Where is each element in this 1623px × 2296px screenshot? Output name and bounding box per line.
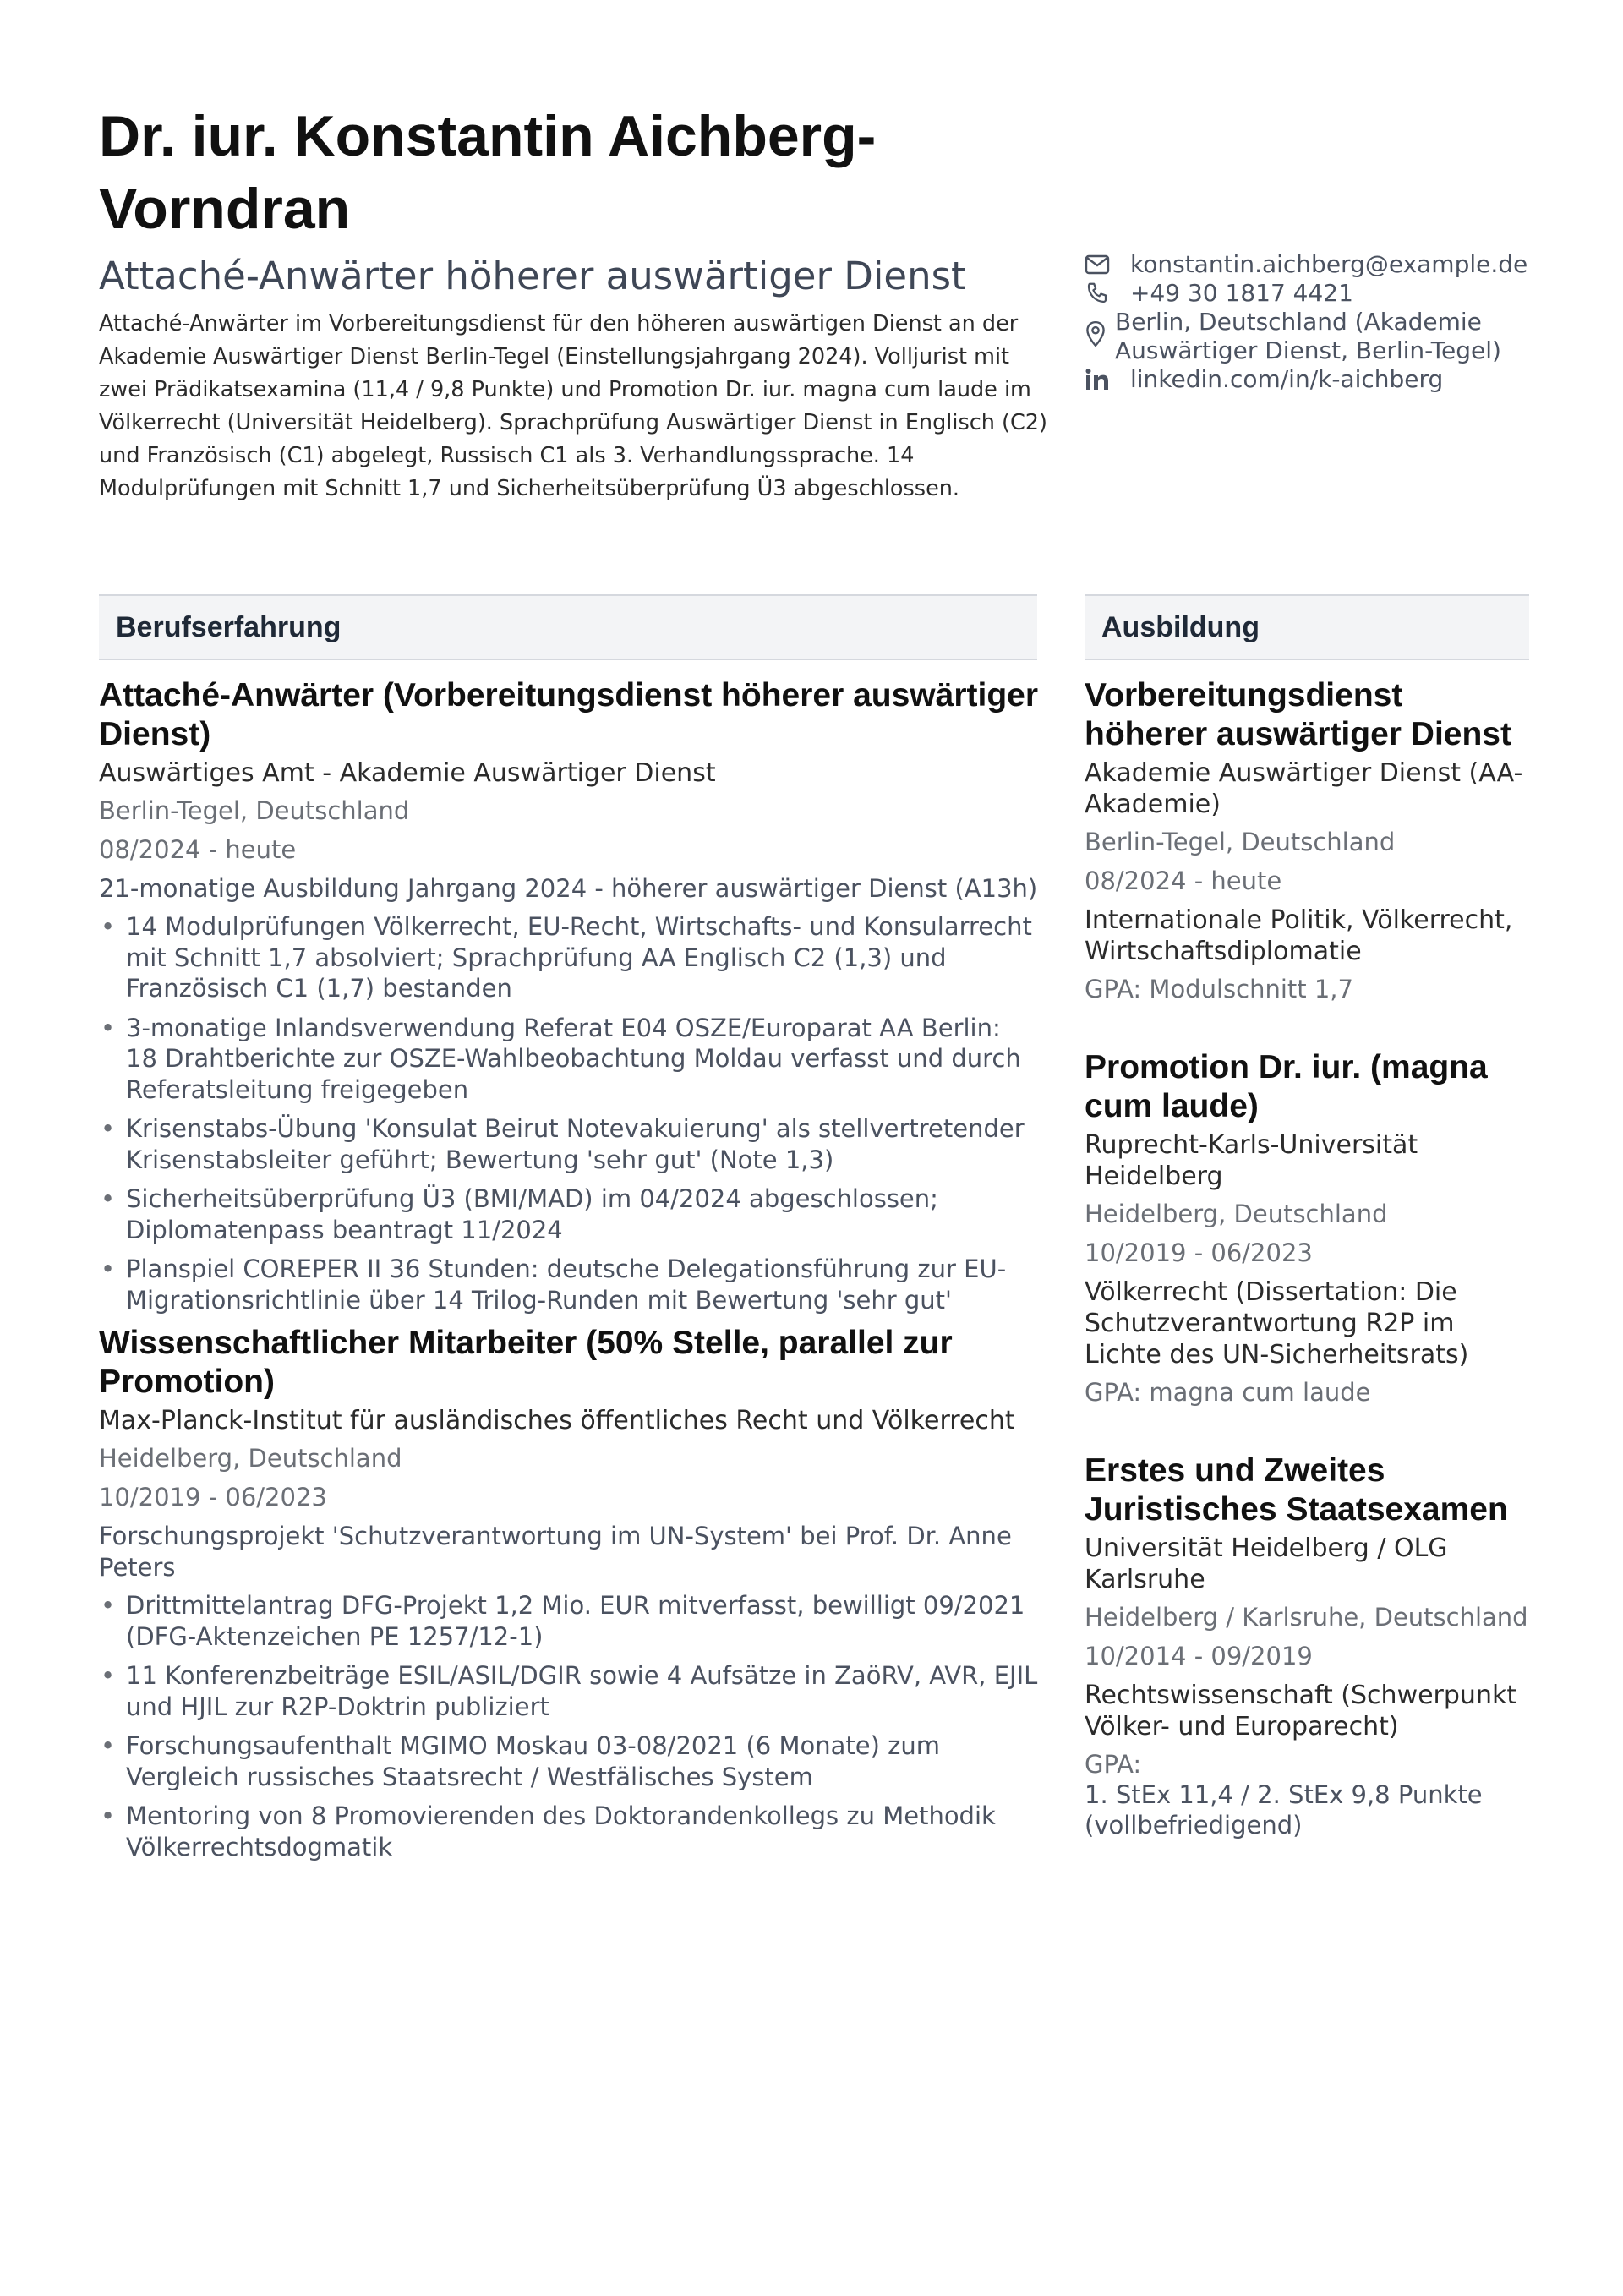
list-item: • Mentoring von 8 Promovierenden des Doktorandenkollegs zu Methodik Völkerrechtsdogmatik — [99, 1801, 1039, 1862]
location-text: Berlin, Deutschland (Akademie Auswärtiger Dienst, Berlin-Tegel) — [1115, 308, 1501, 364]
job-location: Berlin-Tegel, Deutschland — [99, 796, 410, 825]
degree-title: Erstes und Zweites Juristisches Staatsexamen — [1085, 1452, 1508, 1528]
field-of-study: Völkerrecht (Dissertation: Die Schutzverantwortung R2P im Lichte des UN-Sicherheitsrats) — [1085, 1277, 1469, 1369]
list-item: • Sicherheitsüberprüfung Ü3 (BMI/MAD) im 04/2024 abgeschlossen; Diplomatenpass beantragt 11/2024 — [99, 1184, 1039, 1245]
gpa-label: GPA: — [1085, 1750, 1142, 1779]
summary: Attaché-Anwärter im Vorbereitungsdienst für den höheren auswärtigen Dienst an der Akademie Auswärtiger Dienst Berlin-Tegel (Einstellungsjahrgang 2024). Volljurist mit zwei Prädikatsexamina (11,4 / 9,8 Punkte) und Promotion Dr. iur. magna cum laude im Völkerrecht (Universität Heidelberg). Sprachprüfung Auswärtiger Dienst in Englisch (C2) und Französisch (C1) abgelegt, Russisch C1 als 3. Verhandlungssprache. 14 Modulprüfungen mit Schnitt 1,7 und Sicherheitsüberprüfung Ü3 abgeschlossen. — [99, 311, 1047, 501]
list-item: • Krisenstabs-Übung 'Konsulat Beirut Notevakuierung' als stellvertretender Krisenstabsleiter geführt; Bewertung 'sehr gut' (Note 1,3) — [99, 1113, 1039, 1175]
mail-icon — [1085, 250, 1115, 279]
phone-icon — [1085, 279, 1115, 308]
linkedin-icon — [1085, 365, 1115, 394]
list-item: • 3-monatige Inlandsverwendung Referat E04 OSZE/Europarat AA Berlin: 18 Drahtberichte zur OSZE-Wahlbeobachtung Moldau verfasst und durch Referatsleitung freigegeben — [99, 1013, 1039, 1106]
contact-location — [1085, 308, 1541, 365]
contact-linkedin[interactable] — [1085, 365, 1541, 394]
contact-email[interactable] — [1085, 250, 1541, 279]
job-location: Heidelberg, Deutschland — [99, 1444, 402, 1473]
field-of-study: Internationale Politik, Völkerrecht, Wirtschaftsdiplomatie — [1085, 905, 1513, 966]
job-title: Wissenschaftlicher Mitarbeiter (50% Stelle, parallel zur Promotion) — [99, 1325, 953, 1400]
contact-block — [1085, 250, 1541, 394]
education-dates: 10/2019 - 06/2023 — [1085, 1238, 1313, 1267]
gpa: 1. StEx 11,4 / 2. StEx 9,8 Punkte (vollbefriedigend) — [1085, 1780, 1483, 1840]
education-location: Heidelberg / Karlsruhe, Deutschland — [1085, 1603, 1528, 1632]
institution: Ruprecht-Karls-Universität Heidelberg — [1085, 1130, 1418, 1191]
institution: Universität Heidelberg / OLG Karlsruhe — [1085, 1533, 1448, 1594]
education-dates: 10/2014 - 09/2019 — [1085, 1642, 1313, 1670]
job-title: Attaché-Anwärter (Vorbereitungsdienst höherer auswärtiger Dienst) — [99, 677, 1039, 752]
degree-title: Promotion Dr. iur. (magna cum laude) — [1085, 1049, 1488, 1124]
employer: Auswärtiges Amt - Akademie Auswärtiger Dienst — [99, 758, 716, 788]
job-description: Forschungsprojekt 'Schutzverantwortung im UN-System' bei Prof. Dr. Anne Peters — [99, 1522, 1012, 1582]
degree-title: Vorbereitungsdienst höherer auswärtiger Dienst — [1085, 677, 1511, 752]
headline: Attaché-Anwärter höherer auswärtiger Dienst — [99, 254, 966, 298]
experience-entry — [99, 1324, 1039, 1862]
list-item: • 14 Modulprüfungen Völkerrecht, EU-Recht, Wirtschafts- und Konsularrecht mit Schnitt 1,7 absolviert; Sprachprüfung AA Englisch C2 (1,3) und Französisch C1 (1,7) bestanden — [99, 911, 1039, 1004]
experience-column — [99, 676, 1039, 1871]
contact-phone[interactable] — [1085, 279, 1541, 308]
gpa: GPA: Modulschnitt 1,7 — [1085, 975, 1353, 1003]
candidate-name: Dr. iur. Konstantin Aichberg-Vorndran — [99, 104, 877, 241]
list-item: • Forschungsaufenthalt MGIMO Moskau 03-08/2021 (6 Monate) zum Vergleich russisches Staatsrecht / Westfälisches System — [99, 1730, 1039, 1792]
education-entry — [1085, 1451, 1533, 1840]
list-item: • 11 Konferenzbeiträge ESIL/ASIL/DGIR sowie 4 Aufsätze in ZaöRV, AVR, EJIL und HJIL zur R2P-Doktrin publiziert — [99, 1660, 1039, 1722]
list-item: • Drittmittelantrag DFG-Projekt 1,2 Mio. EUR mitverfasst, bewilligt 09/2021 (DFG-Aktenzeichen PE 1257/12-1) — [99, 1590, 1039, 1652]
education-column — [1085, 676, 1533, 1840]
institution: Akademie Auswärtiger Dienst (AA-Akademie) — [1085, 758, 1523, 819]
section-header-education: Ausbildung — [1085, 594, 1529, 660]
education-dates: 08/2024 - heute — [1085, 866, 1282, 895]
job-dates: 08/2024 - heute — [99, 835, 297, 864]
education-entry — [1085, 1048, 1533, 1408]
email-text: konstantin.aichberg@example.de — [1130, 250, 1528, 278]
field-of-study: Rechtswissenschaft (Schwerpunkt Völker- und Europarecht) — [1085, 1681, 1517, 1741]
education-entry — [1085, 676, 1533, 1004]
section-header-experience: Berufserfahrung — [99, 594, 1037, 660]
job-dates: 10/2019 - 06/2023 — [99, 1483, 327, 1512]
linkedin-text: linkedin.com/in/k-aichberg — [1130, 365, 1444, 393]
phone-text: +49 30 1817 4421 — [1130, 279, 1353, 307]
gpa: GPA: magna cum laude — [1085, 1378, 1371, 1407]
job-description: 21-monatige Ausbildung Jahrgang 2024 - höherer auswärtiger Dienst (A13h) — [99, 874, 1038, 903]
job-bullets — [99, 1590, 1039, 1862]
location-pin-icon — [1085, 320, 1115, 348]
job-bullets — [99, 911, 1039, 1315]
list-item: • Planspiel COREPER II 36 Stunden: deutsche Delegationsführung zur EU-Migrationsrichtlinie über 14 Trilog-Runden mit Bewertung 'sehr gut' — [99, 1254, 1039, 1315]
education-location: Heidelberg, Deutschland — [1085, 1200, 1388, 1228]
education-location: Berlin-Tegel, Deutschland — [1085, 828, 1396, 856]
employer: Max-Planck-Institut für ausländisches öffentliches Recht und Völkerrecht — [99, 1406, 1015, 1435]
experience-entry — [99, 676, 1039, 1315]
